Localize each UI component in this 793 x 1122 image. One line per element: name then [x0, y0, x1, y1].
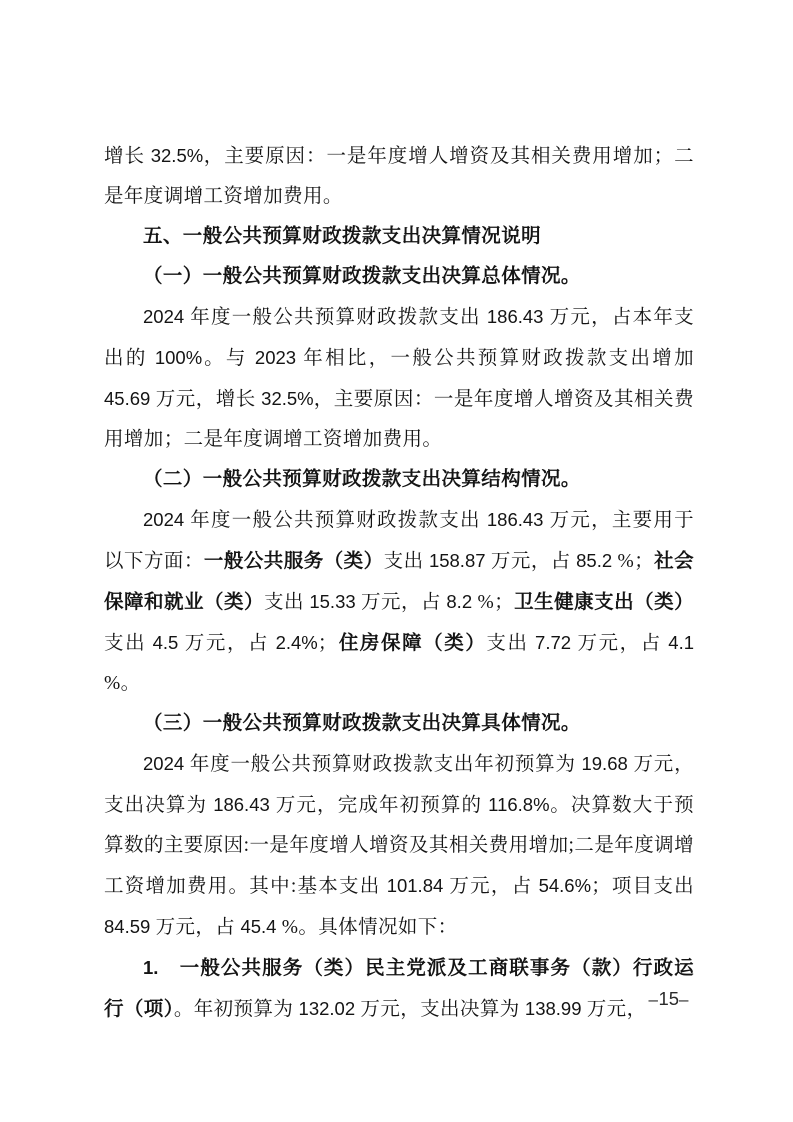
subsection-heading-two: （二）一般公共预算财政拨款支出决算结构情况。: [143, 469, 581, 490]
subsection-heading-one: （一）一般公共预算财政拨款支出决算总体情况。: [143, 266, 581, 287]
subsection-heading-three: （三）一般公共预算财政拨款支出决算具体情况。: [143, 713, 581, 734]
paragraph-overall-situation: 2024 年度一般公共预算财政拨款支出 186.43 万元，占本年支出的 100%。与 2023 年相比，一般公共预算财政拨款支出增加 45.69 万元，增长 32.5%，主要原因：一是年度增人增资及其相关费用增加；二是年度调增工资增加费用。: [104, 306, 695, 450]
paragraph-structure-situation: 2024 年度一般公共预算财政拨款支出 186.43 万元，主要用于以下方面：一般公共服务（类）支出 158.87 万元，占 85.2 %；社会保障和就业（类）支出 15.33 万元，占 8.2 %；卫生健康支出（类）支出 4.5 万元，占 2.4%；住房保障（类）支出 7.72 万元，占 4.1 %。: [104, 509, 695, 694]
paragraph-specific-situation: 2024 年度一般公共预算财政拨款支出年初预算为 19.68 万元，支出决算为 186.43 万元，完成年初预算的 116.8%。决算数大于预算数的主要原因:一是年度增人增资及其相关费用增加;二是年度调增工资增加费用。其中:基本支出 101.84 万元，占 54.6%；项目支出 84.59 万元，占 45.4 %。具体情况如下：: [104, 753, 694, 938]
section-heading-five: 五、一般公共预算财政拨款支出决算情况说明: [143, 226, 542, 247]
paragraph-continued-text: 增长 32.5%，主要原因：一是年度增人增资及其相关费用增加；二是年度调增工资增加费用。: [104, 145, 694, 207]
page-number: –15–: [648, 988, 689, 1009]
document-body: [104, 136, 694, 1030]
list-item-one: 1. 一般公共服务（类）民主党派及工商联事务（款）行政运行（项）。年初预算为 132.02 万元，支出决算为 138.99 万元，: [104, 957, 694, 1020]
